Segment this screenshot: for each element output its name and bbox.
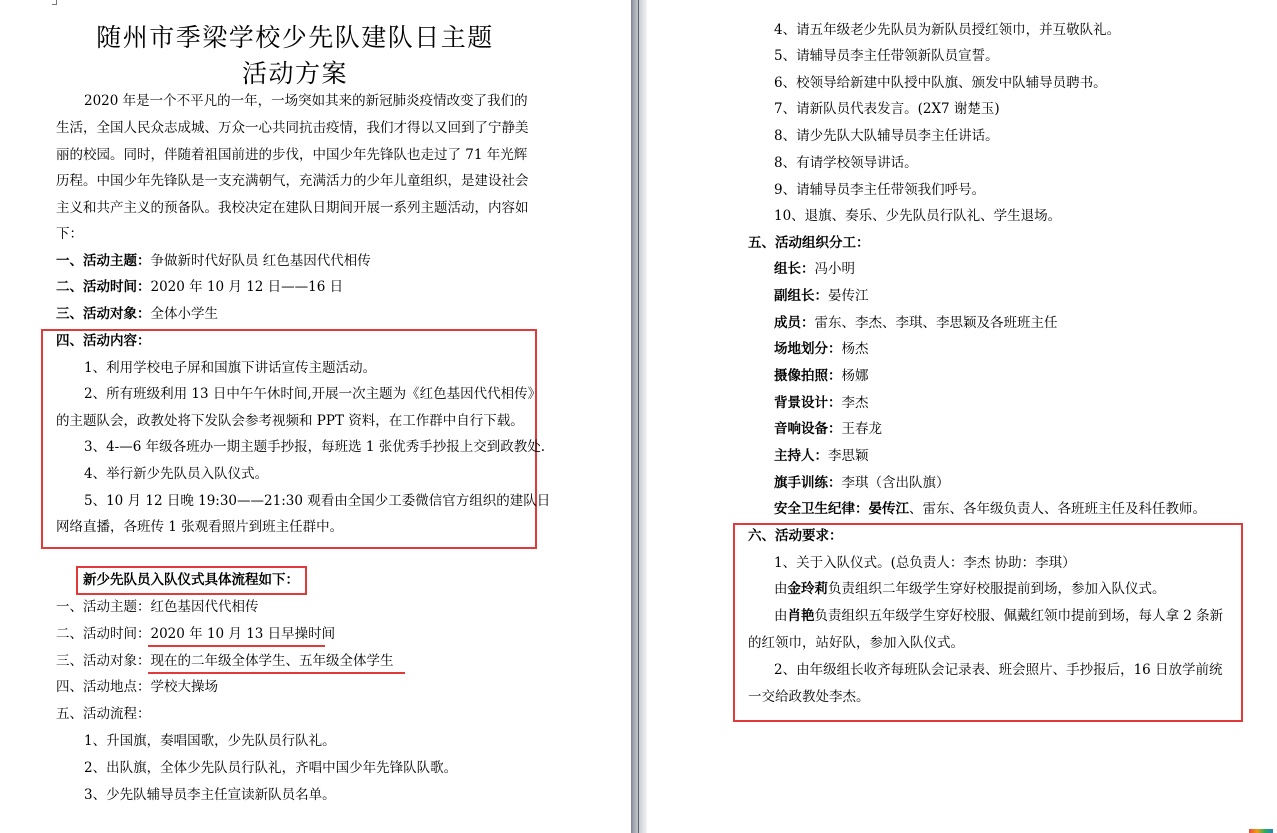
page-corner-mark — [52, 0, 57, 5]
req-text: 负责组织五年级学生穿好校服、佩戴红领巾提前到场，每人拿 2 条新 — [814, 608, 1224, 624]
role-value-bold: 晏传江 — [868, 501, 909, 517]
step-line: 10、退旗、奏乐、少先队员行队礼、学生退场。 — [774, 208, 1062, 224]
flow-line: 五、活动流程： — [56, 706, 151, 722]
req-line: 2、由年级组长收齐每班队会记录表、班会照片、手抄报后，16 日放学前统 — [774, 662, 1223, 678]
flow-line: 一、活动主题：红色基因代代相传 — [56, 599, 259, 615]
step-line: 8、请少先队大队辅导员李主任讲话。 — [774, 128, 999, 144]
intro-line: 丽的校园。同时，伴随着祖国前进的步伐，中国少年先锋队也走过了 71 年光辉 — [56, 147, 528, 163]
req-line — [774, 607, 1223, 625]
flow-line: 三、活动对象：现在的二年级全体学生、五年级全体学生 — [56, 653, 394, 669]
activity-theme-label: 一、活动主题： — [56, 253, 151, 269]
ceremony-heading-text: 新少先队员入队仪式具体流程如下： — [83, 572, 299, 588]
flow-line: 四、活动地点：学校大操场 — [56, 679, 218, 695]
step-line: 4、请五年级老少先队员为新队员授红领巾，并互敬队礼。 — [774, 22, 1121, 38]
activity-target-value: 全体小学生 — [150, 306, 218, 322]
role-value: 李杰 — [841, 395, 869, 411]
activity-target-label: 三、活动对象： — [56, 306, 151, 322]
role-value: 冯小明 — [814, 261, 855, 277]
step-line: 6、校领导给新建中队授中队旗、颁发中队辅导员聘书。 — [774, 75, 1107, 91]
activity-theme — [56, 252, 371, 270]
req-line: 的红领巾，站好队，参加入队仪式。 — [748, 635, 964, 651]
doc-title-line2: 活动方案 — [241, 59, 348, 88]
flow-line: 3、少先队辅导员李主任宣读新队员名单。 — [84, 787, 336, 803]
activity-content-label: 四、活动内容： — [56, 333, 151, 349]
section5-heading — [748, 234, 870, 252]
role-row — [774, 474, 950, 492]
role-row — [774, 394, 869, 412]
role-label: 摄像拍照： — [774, 368, 842, 384]
role-value: 王春龙 — [841, 421, 882, 437]
document-page-left — [0, 0, 631, 833]
role-value: 李琪（含出队旗） — [841, 475, 950, 491]
intro-line: 下： — [56, 226, 83, 242]
role-row — [774, 500, 1206, 518]
role-row — [774, 260, 855, 278]
step-line: 5、请辅导员李主任带领新队员宣誓。 — [774, 48, 999, 64]
content-line: 的主题队会，政教处将下发队会参考视频和 PPT 资料，在工作群中自行下载。 — [56, 413, 524, 429]
activity-time — [56, 278, 343, 296]
doc-title-line1: 随州市季梁学校少先队建队日主题 — [96, 23, 494, 52]
role-row — [774, 420, 882, 438]
content-line: 5、10 月 12 日晚 19:30——21:30 观看由全国少工委微信官方组织的建队日 — [84, 493, 551, 509]
status-color-strip — [1249, 829, 1273, 833]
ceremony-heading — [83, 571, 299, 589]
role-row — [774, 314, 1058, 332]
role-value: 晏传江 — [828, 288, 869, 304]
intro-line: 历程。中国少年先锋队是一支充满朝气，充满活力的少年儿童组织，是建设社会 — [56, 173, 529, 189]
req-text: 负责组织二年级学生穿好校服提前到场，参加入队仪式。 — [828, 581, 1166, 597]
activity-theme-value: 争做新时代好队员 红色基因代代相传 — [150, 253, 371, 269]
role-value: 杨娜 — [841, 368, 869, 384]
role-label: 背景设计： — [774, 395, 842, 411]
intro-line: 生活，全国人民众志成城、万众一心共同抗击疫情，我们才得以又回到了宁静美 — [56, 120, 529, 136]
page-gutter — [631, 0, 647, 833]
role-row — [774, 447, 869, 465]
req-line: 1、关于入队仪式。(总负责人：李杰 协助：李琪） — [774, 555, 1076, 571]
role-label: 副组长： — [774, 288, 828, 304]
role-label: 成员： — [774, 315, 815, 331]
content-line: 1、利用学校电子屏和国旗下讲话宣传主题活动。 — [84, 360, 377, 376]
content-line: 4、举行新少先队员入队仪式。 — [84, 466, 269, 482]
step-line: 9、请辅导员李主任带领我们呼号。 — [774, 182, 986, 198]
highlight-underline-target — [148, 672, 405, 674]
req-text: 由 — [774, 608, 788, 624]
req-line — [774, 580, 1166, 598]
flow-line: 1、升国旗，奏唱国歌，少先队员行队礼。 — [84, 733, 336, 749]
role-value: 雷东、李杰、李琪、李思颖及各班班主任 — [814, 315, 1058, 331]
role-row — [774, 340, 869, 358]
section5-heading-text: 五、活动组织分工： — [748, 235, 870, 251]
role-label: 组长： — [774, 261, 815, 277]
activity-target — [56, 305, 218, 323]
req-name-bold: 金玲莉 — [787, 581, 828, 597]
step-line: 7、请新队员代表发言。(2X7 谢楚玉) — [774, 101, 1000, 117]
flow-line: 二、活动时间：2020 年 10 月 13 日早操时间 — [56, 626, 336, 642]
intro-line: 主义和共产主义的预备队。我校决定在建队日期间开展一系列主题活动，内容如 — [56, 200, 529, 216]
role-value: 杨杰 — [841, 341, 869, 357]
role-value: 、雷东、各年级负责人、各班班主任及科任教师。 — [909, 501, 1206, 517]
intro-line: 2020 年是一个不平凡的一年，一场突如其来的新冠肺炎疫情改变了我们的 — [84, 93, 528, 109]
activity-time-value: 2020 年 10 月 12 日——16 日 — [150, 279, 344, 295]
section6-heading-text: 六、活动要求： — [748, 528, 843, 544]
req-name-bold: 肖艳 — [787, 608, 815, 624]
role-label: 旗手训练： — [774, 475, 842, 491]
role-label: 音响设备： — [774, 421, 842, 437]
req-text: 由 — [774, 581, 788, 597]
role-label: 主持人： — [774, 448, 828, 464]
req-line: 一交给政教处李杰。 — [748, 689, 870, 705]
step-line: 8、有请学校领导讲话。 — [774, 155, 918, 171]
section6-heading — [748, 527, 843, 545]
role-value: 李思颖 — [828, 448, 869, 464]
content-line: 网络直播，各班传 1 张观看照片到班主任群中。 — [56, 519, 344, 535]
role-label: 场地划分： — [774, 341, 842, 357]
content-line: 3、4-—6 年级各班办一期主题手抄报，每班选 1 张优秀手抄报上交到政教处. — [84, 439, 546, 455]
gutter-divider — [638, 0, 639, 833]
role-row — [774, 287, 869, 305]
activity-time-label: 二、活动时间： — [56, 279, 151, 295]
highlight-underline-time — [148, 645, 325, 647]
content-line: 2、所有班级利用 13 日中午午休时间,开展一次主题为《红色基因代代相传》 — [84, 386, 542, 402]
role-row — [774, 367, 869, 385]
document-page-right — [647, 0, 1277, 833]
flow-line: 2、出队旗，全体少先队员行队礼，齐唱中国少年先锋队队歌。 — [84, 760, 458, 776]
activity-content-heading — [56, 332, 151, 350]
role-label: 安全卫生纪律： — [774, 501, 869, 517]
